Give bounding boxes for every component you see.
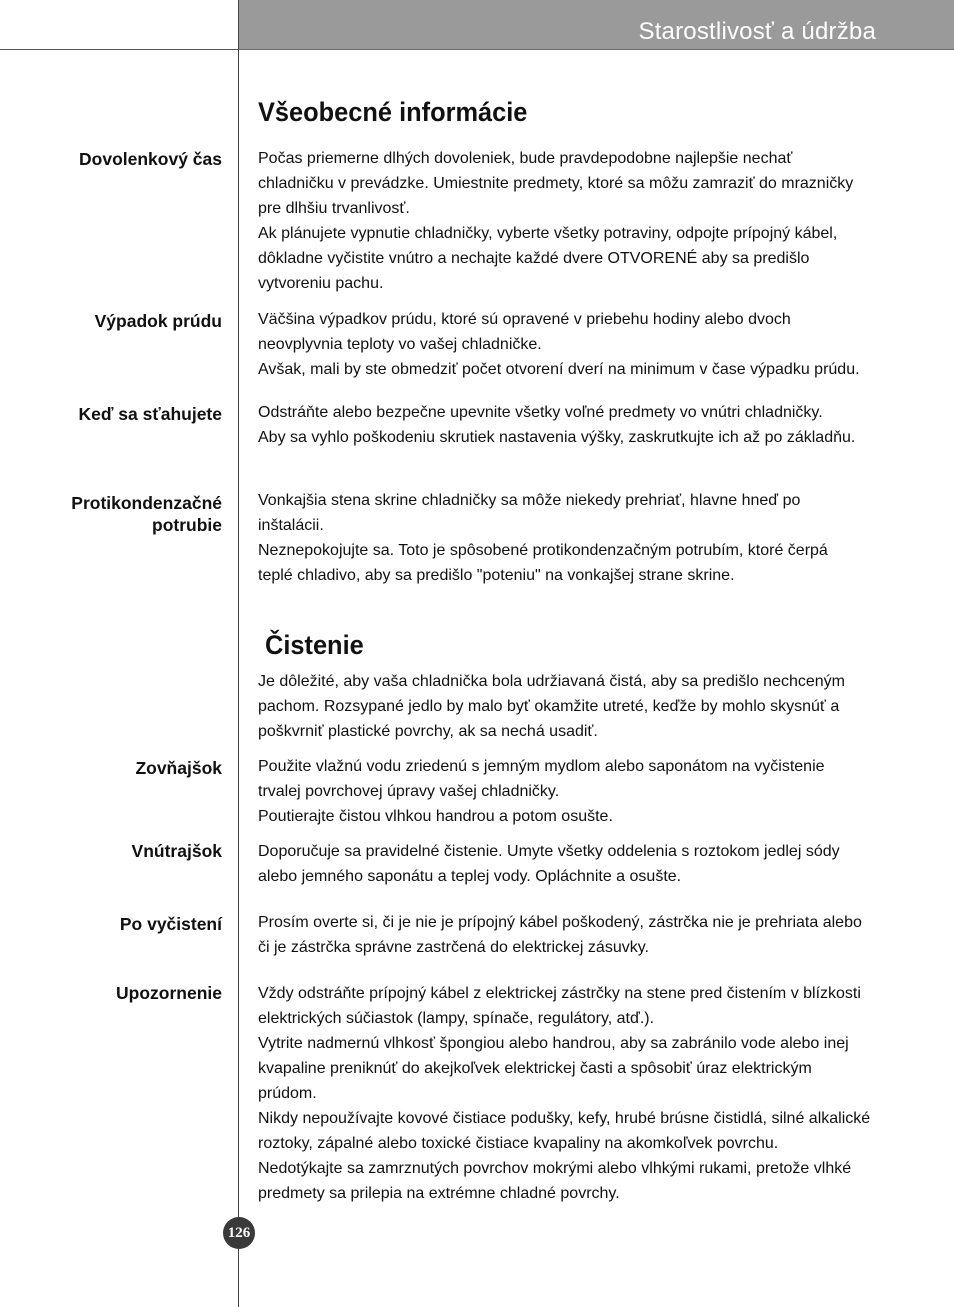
paragraph-cleaning-intro: Je dôležité, aby vaša chladnička bola udržiavaná čistá, aby sa predišlo nechceným pachom. Rozsypané jedlo by malo byť okamžite utreté, keďže by mohlo skysnúť a poškvrniť plastické povrchy, ak sa nechá usadiť.: [258, 673, 845, 740]
column-divider: [238, 0, 239, 1307]
paragraph-after-cleaning: Prosím overte si, či je nie je prípojný kábel poškodený, zástrčka nie je prehriata alebo či je zástrčka správne zastrčená do elektrickej zásuvky.: [258, 914, 862, 956]
header-title: Starostlivosť a údržba: [638, 18, 876, 45]
paragraph-power-failure: Väčšina výpadkov prúdu, ktoré sú opravené v priebehu hodiny alebo dvoch neovplyvnia teploty vo vašej chladničke. Avšak, mali by ste obmedziť počet otvorení dverí na minimum v čase výpadku prúdu.: [258, 311, 860, 378]
paragraph-exterior: Použite vlažnú vodu zriedenú s jemným mydlom alebo saponátom na vyčistenie trvalej povrchovej úpravy vašej chladničky. Poutierajte čistou vlhkou handrou a potom osušte.: [258, 758, 825, 825]
page-number-badge: 126: [223, 1217, 255, 1249]
label-moving: Keď sa sťahujete: [78, 404, 222, 424]
section-title-general: Všeobecné informácie: [258, 97, 528, 127]
top-left-rule: [0, 49, 238, 50]
label-interior: Vnútrajšok: [131, 841, 222, 861]
label-power-failure: Výpadok prúdu: [94, 311, 222, 331]
paragraph-moving: Odstráňte alebo bezpečne upevnite všetky voľné predmety vo vnútri chladničky. Aby sa vyhlo poškodeniu skrutiek nastavenia výšky, zaskrutkujte ich až po základňu.: [258, 404, 856, 446]
paragraph-vacation: Počas priemerne dlhých dovoleniek, bude pravdepodobne najlepšie nechať chladničku v prevádzke. Umiestnite predmety, ktoré sa môžu zamraziť do mrazničky pre dlhšiu trvanlivosť. Ak plánujete vypnutie chladničky, vyberte všetky potraviny, odpojte prípojný kábel, dôkladne vyčistite vnútro a nechajte každé dvere OTVORENÉ aby sa predišlo vytvoreniu pachu.: [258, 150, 854, 292]
label-warning: Upozornenie: [116, 983, 222, 1003]
label-exterior: Zovňajšok: [135, 758, 222, 778]
label-anti-condensation: Protikondenzačné potrubie: [71, 493, 222, 535]
paragraph-warning: Vždy odstráňte prípojný kábel z elektrickej zástrčky na stene pred čistením v blízkosti elektrických súčiastok (lampy, spínače, regulátory, atď.). Vytrite nadmernú vlhkosť špongiou alebo handrou, aby sa zabránilo vode alebo inej kvapaline preniknúť do akejkoľvek elektrickej časti a spôsobiť úraz elektrickým prúdom. Nikdy nepoužívajte kovové čistiace podušky, kefy, hrubé brúsne čistidlá, silné alkalické roztoky, zápalné alebo toxické čistiace kvapaliny na akomkoľvek povrchu. Nedotýkajte sa zamrznutých povrchov mokrými alebo vlhkými rukami, pretože vlhké predmety sa prilepia na extrémne chladné povrchy.: [258, 985, 871, 1202]
paragraph-anti-condensation: Vonkajšia stena skrine chladničky sa môže niekedy prehriať, hlavne hneď po inštalácii. Neznepokojujte sa. Toto je spôsobené protikondenzačným potrubím, ktoré čerpá teplé chladivo, aby sa predišlo "poteniu" na vonkajšej strane skrine.: [258, 492, 828, 584]
paragraph-interior: Doporučuje sa pravidelné čistenie. Umyte všetky oddelenia s roztokom jedlej sódy alebo jemného saponátu a teplej vody. Opláchnite a osušte.: [258, 843, 840, 885]
section-title-cleaning: Čistenie: [265, 630, 364, 660]
label-vacation: Dovolenkový čas: [79, 149, 222, 169]
label-after-cleaning: Po vyčistení: [119, 914, 222, 934]
header-bar: [238, 0, 954, 50]
